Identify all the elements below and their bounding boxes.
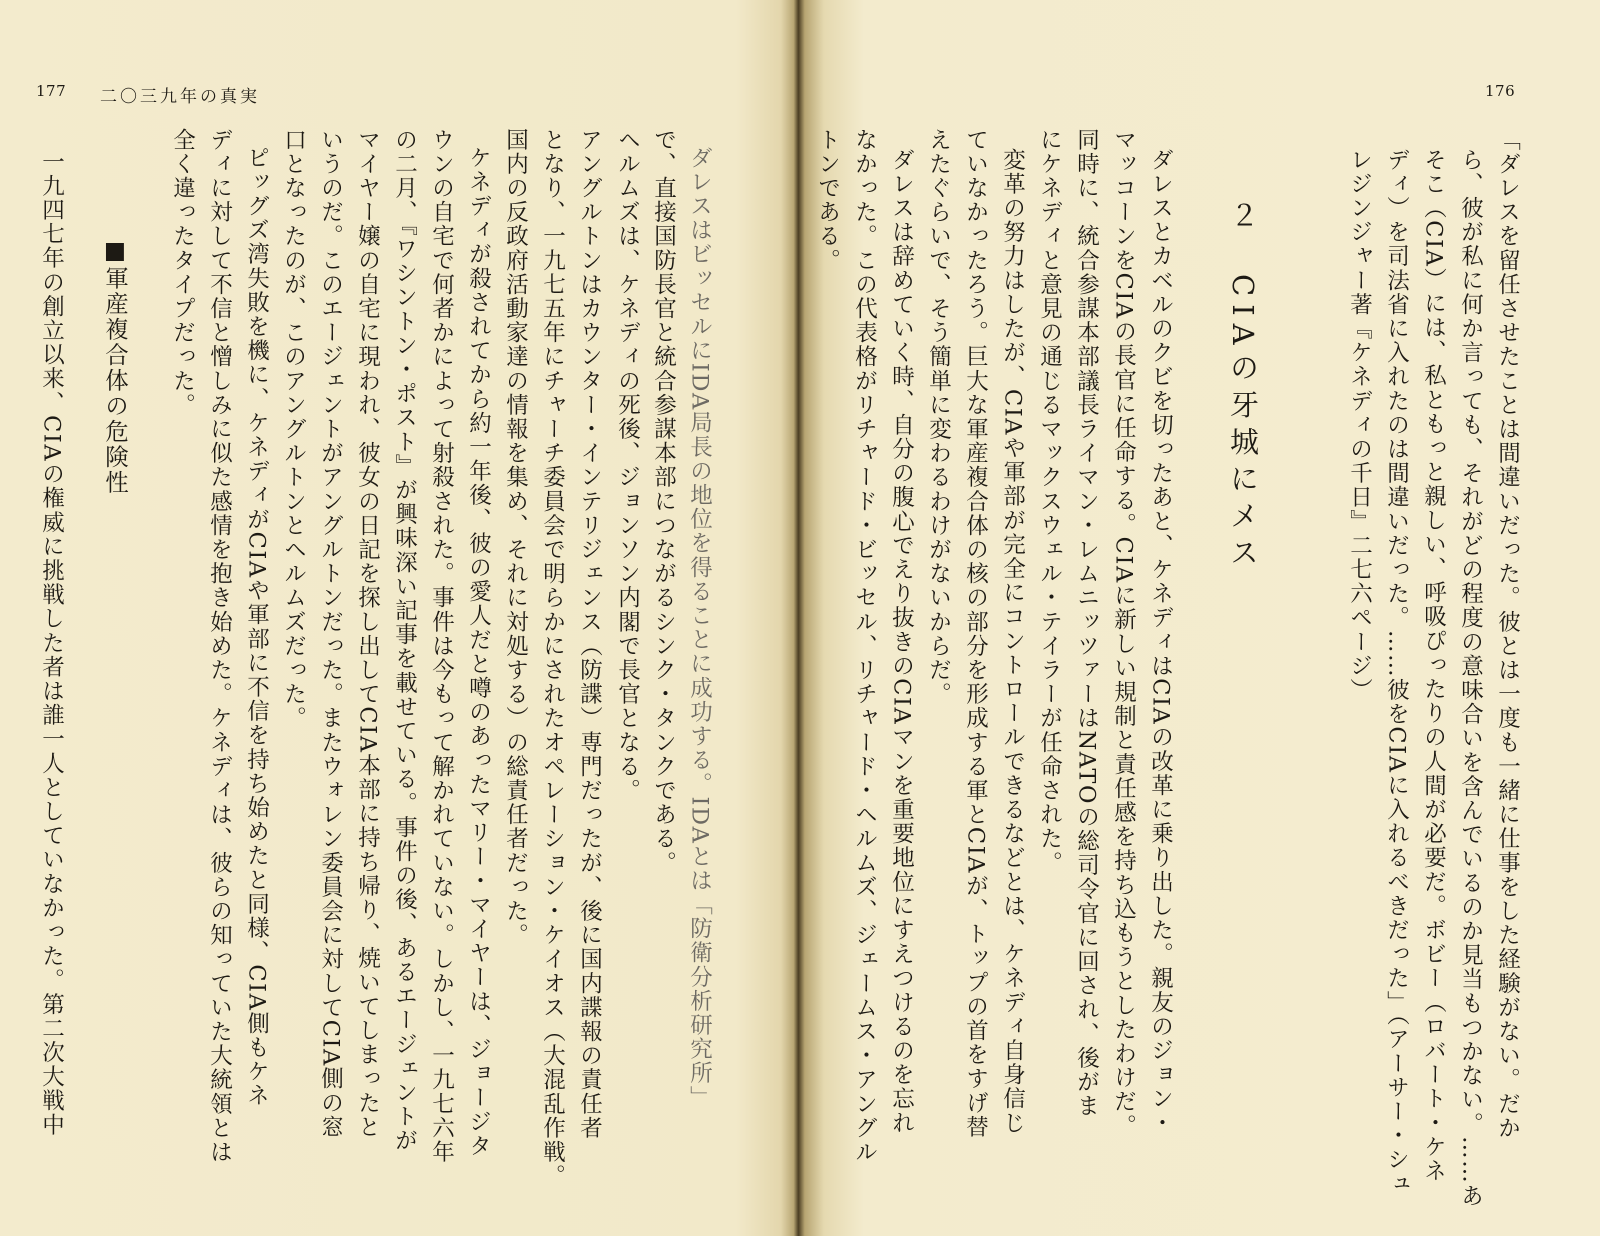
quote-line: ら、彼が私に何か言っても、それがどの程度の意味合いを含んでいるのか見当もつかない。……あ — [1457, 148, 1484, 1209]
text-line: 口となったのが、このアングルトンとヘルムズだった。 — [280, 128, 307, 731]
text-line: いうのだ。このエージェントがアングルトンだった。またウォレン委員会に対してCIA側の窓 — [317, 128, 344, 1140]
left-page — [0, 0, 795, 1236]
text-line: 変革の努力はしたが、CIAや軍部が完全にコントロールできるなどとは、ケネディ自身信じ — [999, 148, 1026, 1136]
section-heading: ２ CIAの牙城にメス — [1226, 200, 1260, 575]
quote-line: 「ダレスを留任させたことは間違いだった。彼とは一度も一緒に仕事をした経験がない。だか — [1494, 128, 1521, 1141]
text-line: アングルトンはカウンター・インテリジェンス（防諜）専門だったが、後に国内諜報の責任者 — [576, 128, 603, 1141]
text-line: 全く違ったタイプだった。 — [169, 128, 196, 418]
text-line: ウンの自宅で何者かによって射殺された。事件は今もって解かれていない。しかし、一九七六年 — [428, 128, 455, 1165]
text-line: で、直接国防長官と統合参謀本部につながるシンク・タンクである。 — [650, 128, 677, 876]
text-line: 一九四七年の創立以来、CIAの権威に挑戦した者は誰一人としていなかった。第二次大戦中 — [38, 150, 65, 1138]
text-line: マイヤー嬢の自宅に現われ、彼女の日記を探し出してCIA本部に持ち帰り、焼いてしまったと — [354, 128, 381, 1140]
running-head: 二〇三九年の真実 — [100, 87, 260, 107]
text-line: の二月、『ワシントン・ポスト』が興味深い記事を載せている。事件の後、あるエージェントが — [391, 128, 418, 1154]
text-line: となり、一九七五年にチャーチ委員会で明らかにされたオペレーション・ケイオス（大混乱作戦。 — [539, 128, 566, 1189]
text-line: ていなかったろう。巨大な軍産複合体の核の部分を形成する軍とCIAが、トップの首をすげ替 — [962, 128, 989, 1140]
section-subheading: ■軍産複合体の危険性 — [101, 236, 129, 496]
quote-line: そこ（CIA）には、私ともっと親しい、呼吸ぴったりの人間が必要だ。ボビー（ロバート・ケネ — [1420, 148, 1447, 1184]
text-line: ピッグズ湾失敗を機に、ケネディがCIAや軍部に不信を持ち始めたと同様、CIA側もケネ — [243, 146, 270, 1108]
page-number: 176 — [1485, 82, 1516, 100]
text-line: ダレスは辞めていく時、自分の腹心でえり抜きのCIAマンを重要地位にすえつけるのを忘れ — [888, 148, 915, 1136]
page-number: 177 — [36, 82, 67, 100]
text-line: ヘルムズは、ケネディの死後、ジョンソン内閣で長官となる。 — [614, 128, 641, 803]
text-line: ダレスとカベルのクビを切ったあと、ケネディはCIAの改革に乗り出した。親友のジョン・ — [1147, 148, 1174, 1136]
text-line: ダレスはビッセルにIDA局長の地位を得ることに成功する。IDAとは「防衛分析研究所」 — [686, 146, 713, 1110]
quote-line: ディ）を司法省に入れたのは間違いだった。……彼をCIAに入れるべきだった」（アーサー・シュ — [1383, 148, 1410, 1197]
citation-line: レジンジャー著『ケネディの千日』二七六ページ） — [1346, 148, 1373, 703]
text-line: マッコーンをCIAの長官に任命する。CIAに新しい規制と責任感を持ち込もうとしたわけだ。 — [1110, 128, 1137, 1139]
text-line: えたぐらいで、そう簡単に変わるわけがないからだ。 — [925, 128, 952, 707]
text-line: なかった。この代表格がリチャード・ビッセル、リチャード・ヘルムズ、ジェームス・アングル — [851, 128, 878, 1165]
text-line: ケネディが殺されてから約一年後、彼の愛人だと噂のあったマリー・マイヤーは、ジョージタ — [465, 146, 492, 1159]
text-line: 国内の反政府活動家達の情報を集め、それに対処する）の総責任者だった。 — [502, 128, 529, 948]
text-line: トンである。 — [814, 128, 841, 273]
right-page — [805, 0, 1600, 1236]
text-line: ディに対して不信と憎しみに似た感情を抱き始めた。ケネディは、彼らの知っていた大統領とは — [206, 128, 233, 1165]
text-line: にケネディと意見の通じるマックスウェル・テイラーが任命された。 — [1036, 128, 1063, 876]
text-line: 同時に、統合参謀本部議長ライマン・レムニッツァーはNATOの総司令官に回され、後がま — [1073, 128, 1100, 1119]
